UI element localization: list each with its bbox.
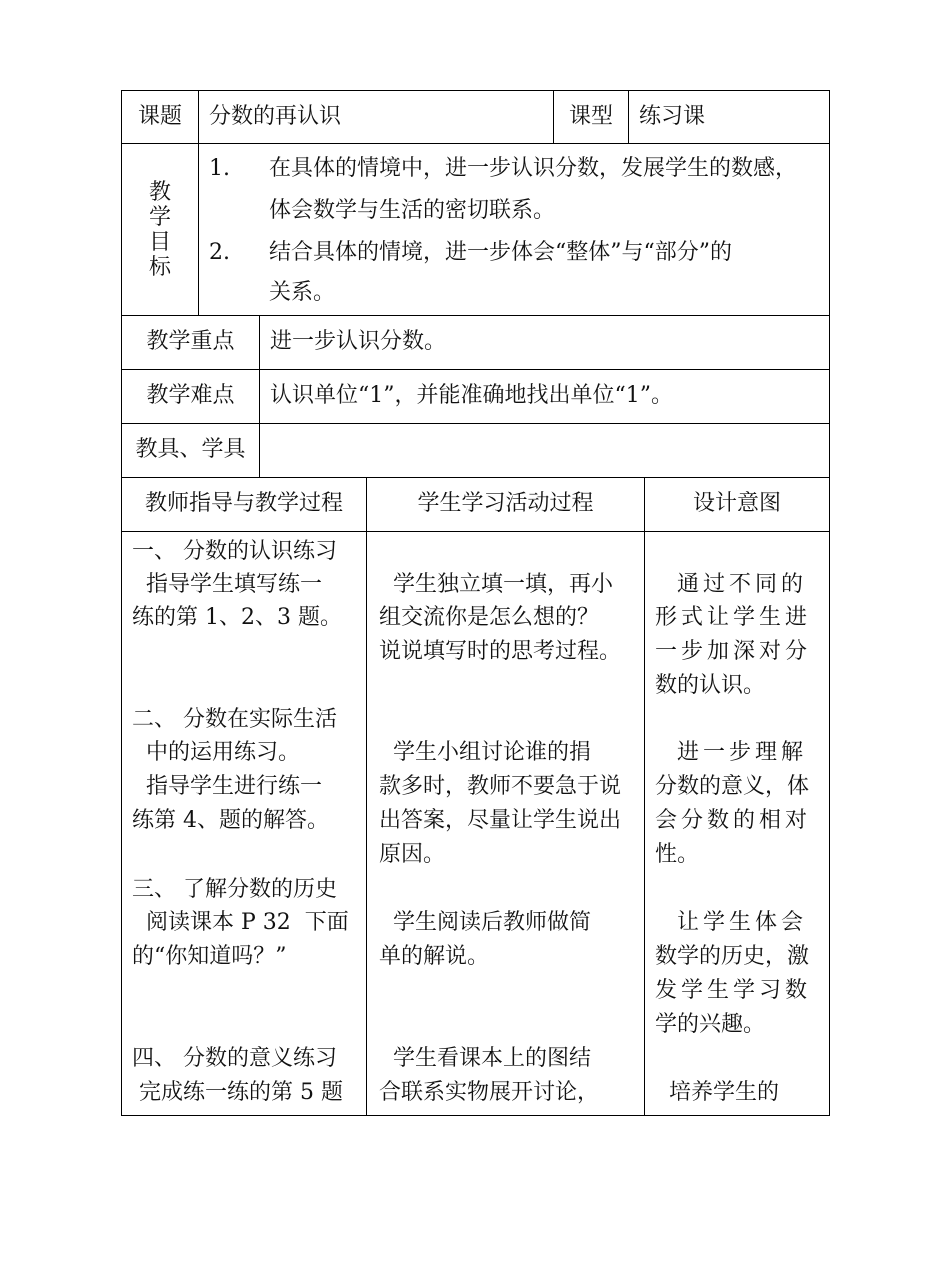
teacher-line: 四、 分数的意义练习: [132, 1046, 337, 1071]
student-line: 学生阅读后教师做简: [379, 910, 591, 935]
teacher-line: 完成练一练的第 5 题: [132, 1080, 343, 1105]
teacher-line: 练的第 1、2、3 题。: [132, 605, 342, 630]
design-column-title: 设计意图: [692, 491, 781, 516]
type-value: 练习课: [639, 104, 706, 129]
type-label: 课型: [568, 104, 613, 129]
goals-label-char: 目: [148, 230, 171, 255]
tools-value: [260, 424, 829, 433]
student-column-body: [367, 532, 645, 1116]
design-line: 会分数的相对: [655, 808, 812, 833]
tools-label-cell: [121, 424, 260, 478]
type-value-cell: [629, 90, 830, 144]
design-line: 发学生学习数: [655, 978, 812, 1003]
design-line: 培养学生的: [655, 1080, 779, 1105]
teacher-line: 指导学生填写练一: [132, 572, 322, 597]
teacher-column-title: 教师指导与教学过程: [144, 491, 343, 516]
student-line: 合联系实物展开讨论，: [379, 1080, 600, 1105]
goals-label-cell: [121, 144, 199, 316]
design-line: 进一步理解: [655, 740, 807, 765]
goal-2-line-1: 结合具体的情境，进一步体会“整体”与“部分”的: [269, 240, 732, 265]
goals-label-char: 标: [148, 255, 171, 280]
difficulty-label: 教学难点: [146, 383, 235, 408]
design-column-body: [645, 532, 830, 1116]
topic-label: 课题: [137, 104, 182, 129]
design-line: 一步加深对分: [655, 639, 812, 664]
goals-label: [148, 180, 172, 280]
design-line: 分数的意义，体: [655, 774, 810, 799]
student-line: 原因。: [379, 842, 446, 867]
design-column-header: [645, 478, 830, 532]
design-line: 学的兴趣。: [655, 1012, 766, 1037]
difficulty-value-cell: [260, 370, 830, 424]
teacher-line: 指导学生进行练一: [132, 774, 322, 799]
student-line: 学生看课本上的图结: [379, 1046, 591, 1071]
design-line: 数学的历史，激: [655, 944, 810, 969]
goal-2-number: 2.: [209, 240, 230, 265]
student-column-title: 学生学习活动过程: [417, 491, 594, 516]
student-line: 组交流你是怎么想的？: [379, 605, 600, 630]
teacher-line: 阅读课本 P 32 下面: [132, 910, 349, 935]
goals-label-char: 教: [148, 180, 171, 205]
design-line: 形式让学生进: [655, 605, 812, 630]
goal-2-line-2: 关系。: [269, 280, 336, 305]
difficulty-value: 认识单位“1”，并能准确地找出单位“1”。: [270, 383, 673, 408]
goals-content-cell: [199, 144, 830, 316]
teacher-line: 的“你知道吗？”: [132, 944, 287, 969]
teacher-line: 一、 分数的认识练习: [132, 539, 337, 564]
teacher-line: 三、 了解分数的历史: [132, 877, 337, 902]
student-line: 学生独立填一填，再小: [379, 572, 613, 597]
goal-1-line-1: 在具体的情境中，进一步认识分数，发展学生的数感，: [269, 156, 798, 181]
focus-value-cell: [260, 316, 830, 370]
design-line: 性。: [655, 842, 700, 867]
topic-value: 分数的再认识: [209, 104, 342, 129]
teacher-column-header: [121, 478, 367, 532]
goals-label-char: 学: [148, 205, 171, 230]
tools-value-cell: [260, 424, 830, 478]
teacher-line: 二、 分数在实际生活: [132, 707, 337, 732]
tools-label: 教具、学具: [135, 437, 246, 462]
goal-1-number: 1.: [209, 156, 230, 181]
student-column-header: [367, 478, 645, 532]
difficulty-label-cell: [121, 370, 260, 424]
goal-1-line-2: 体会数学与生活的密切联系。: [269, 198, 556, 223]
student-line: 学生小组讨论谁的捐: [379, 740, 591, 765]
student-line: 单的解说。: [379, 944, 490, 969]
teacher-line: 练第 4、题的解答。: [132, 808, 329, 833]
design-line: 数的认识。: [655, 673, 766, 698]
focus-label-cell: [121, 316, 260, 370]
student-line: 出答案，尽量让学生说出: [379, 808, 622, 833]
student-line: 款多时，教师不要急于说: [379, 774, 622, 799]
topic-value-cell: [199, 90, 554, 144]
type-label-cell: [554, 90, 629, 144]
focus-label: 教学重点: [146, 329, 235, 354]
focus-value: 进一步认识分数。: [270, 329, 447, 354]
topic-label-cell: [121, 90, 199, 144]
design-line: 通过不同的: [655, 572, 807, 597]
design-line: 让学生体会: [655, 910, 807, 935]
teacher-column-body: [121, 532, 367, 1116]
student-line: 说说填写时的思考过程。: [379, 639, 622, 664]
teacher-line: 中的运用练习。: [132, 740, 300, 765]
